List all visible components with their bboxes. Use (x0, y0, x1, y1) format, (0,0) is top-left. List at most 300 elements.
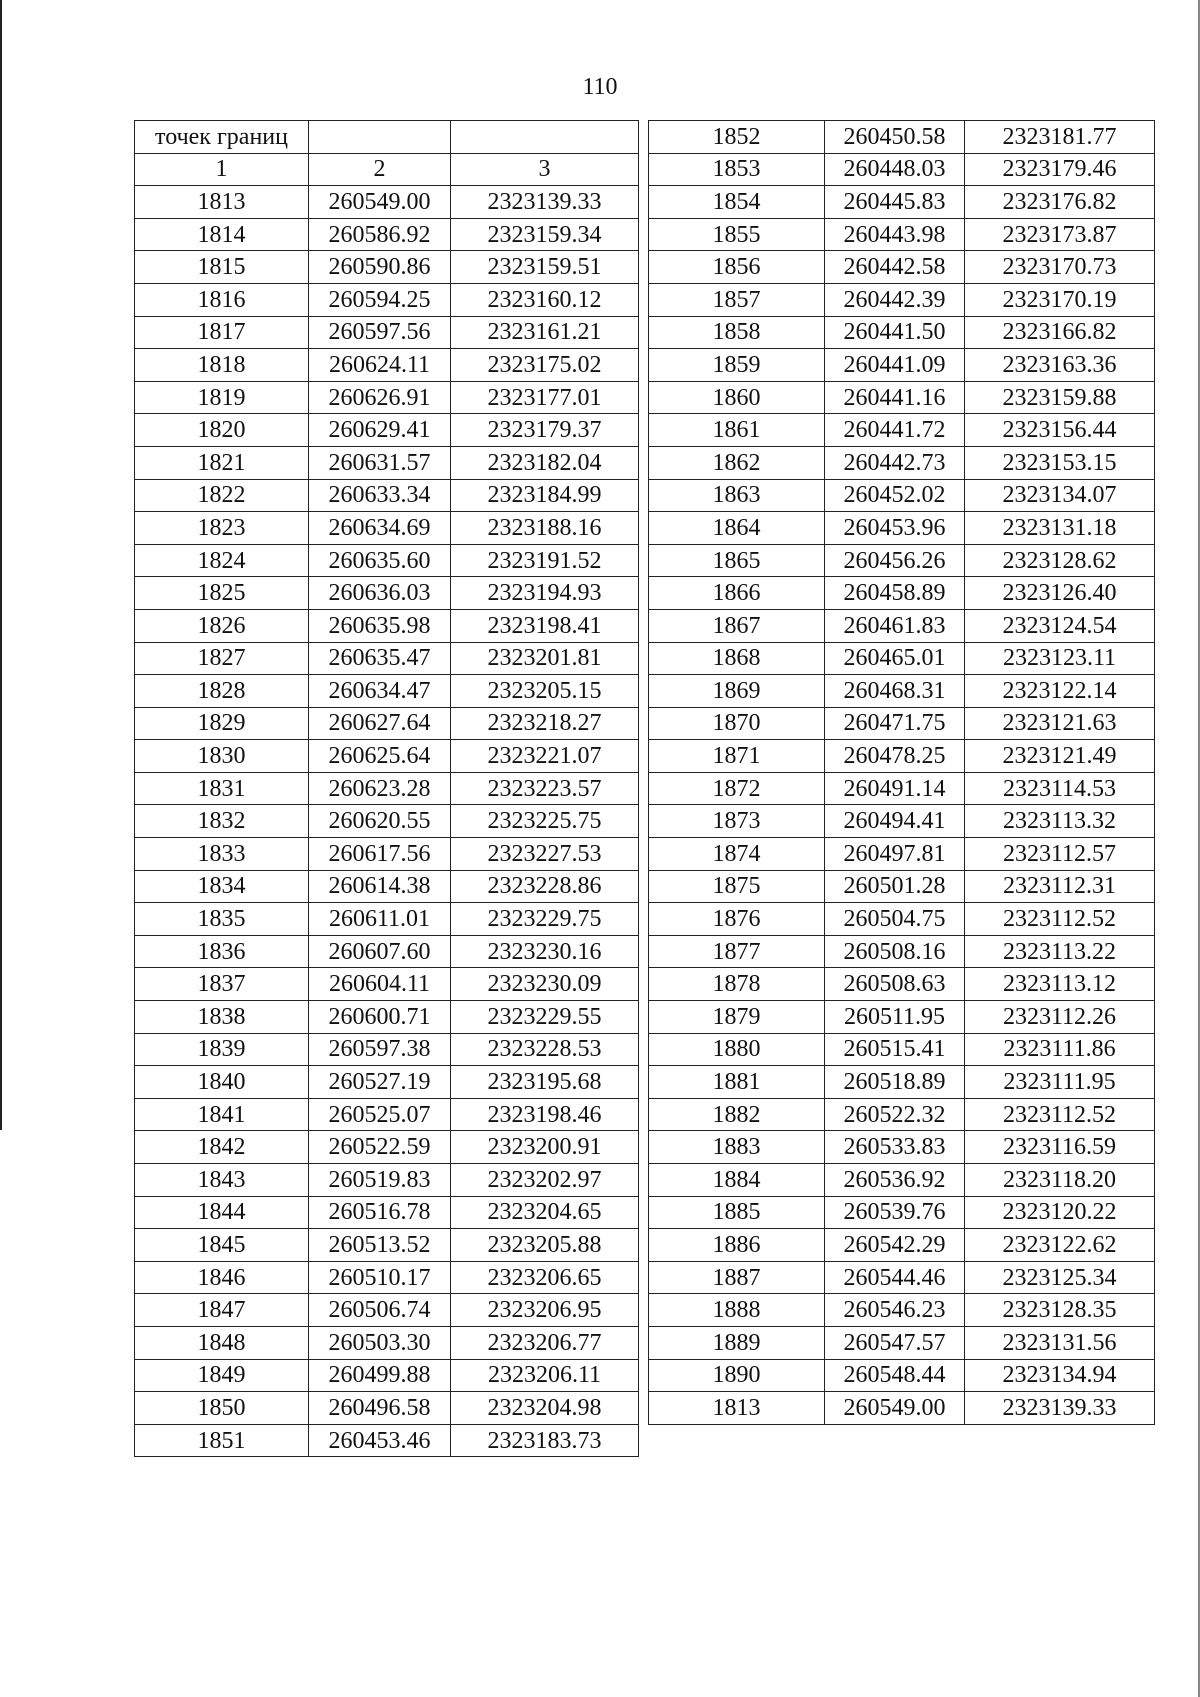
cell-col-2: 260611.01 (309, 903, 451, 936)
cell-col-1: 1820 (135, 414, 309, 447)
table-row (649, 1326, 1155, 1359)
cell-col-1: 1824 (135, 544, 309, 577)
table-row (135, 1098, 639, 1131)
cell-col-3 (451, 121, 639, 154)
cell-col-1: 1855 (649, 218, 825, 251)
cell-col-1: 1882 (649, 1098, 825, 1131)
cell-col-2: 260533.83 (825, 1131, 965, 1164)
cell-col-1: 1830 (135, 740, 309, 773)
cell-col-2: 260441.09 (825, 349, 965, 382)
cell-col-3: 2323229.55 (451, 1001, 639, 1034)
cell-col-2: 260442.58 (825, 251, 965, 284)
cell-col-1: 1829 (135, 707, 309, 740)
cell-col-1: 1826 (135, 609, 309, 642)
table-row (135, 935, 639, 968)
cell-col-3: 2323227.53 (451, 838, 639, 871)
cell-col-2: 260536.92 (825, 1164, 965, 1197)
cell-col-3: 2323113.22 (965, 935, 1155, 968)
cell-col-2: 260525.07 (309, 1098, 451, 1131)
cell-col-3: 2323166.82 (965, 316, 1155, 349)
cell-col-2: 260491.14 (825, 772, 965, 805)
cell-col-3: 2323125.34 (965, 1261, 1155, 1294)
cell-col-1: 1853 (649, 153, 825, 186)
table-row (649, 772, 1155, 805)
cell-col-3: 2323112.26 (965, 1001, 1155, 1034)
cell-col-1: 1884 (649, 1164, 825, 1197)
table-row (135, 740, 639, 773)
table-row (135, 870, 639, 903)
cell-col-3: 2323206.77 (451, 1326, 639, 1359)
cell-col-1: 1827 (135, 642, 309, 675)
table-row (135, 1066, 639, 1099)
cell-col-2: 260453.46 (309, 1424, 451, 1457)
cell-col-1: 1890 (649, 1359, 825, 1392)
cell-col-1: 1813 (135, 186, 309, 219)
cell-col-2 (309, 121, 451, 154)
cell-col-2: 260461.83 (825, 609, 965, 642)
table-row (649, 707, 1155, 740)
cell-col-1: 1867 (649, 609, 825, 642)
cell-col-2: 260635.98 (309, 609, 451, 642)
cell-col-1: 1865 (649, 544, 825, 577)
cell-col-2: 260594.25 (309, 283, 451, 316)
table-row (135, 1261, 639, 1294)
cell-col-3: 2323173.87 (965, 218, 1155, 251)
table-row (649, 218, 1155, 251)
cell-col-2: 260506.74 (309, 1294, 451, 1327)
cell-col-3: 2323200.91 (451, 1131, 639, 1164)
cell-col-2: 260597.56 (309, 316, 451, 349)
table-row (135, 251, 639, 284)
cell-col-3: 2323159.34 (451, 218, 639, 251)
cell-col-3: 2323204.65 (451, 1196, 639, 1229)
table-row (649, 870, 1155, 903)
cell-col-2: 260631.57 (309, 446, 451, 479)
table-row (649, 609, 1155, 642)
cell-col-3: 2323184.99 (451, 479, 639, 512)
cell-col-2: 260636.03 (309, 577, 451, 610)
cell-col-2: 260633.34 (309, 479, 451, 512)
cell-col-1: 1886 (649, 1229, 825, 1262)
cell-col-1: 1878 (649, 968, 825, 1001)
cell-col-2: 260465.01 (825, 642, 965, 675)
cell-col-3: 2323139.33 (965, 1392, 1155, 1425)
cell-col-1: 1863 (649, 479, 825, 512)
cell-col-2: 260549.00 (309, 186, 451, 219)
cell-col-2: 260627.64 (309, 707, 451, 740)
cell-col-3: 2323228.53 (451, 1033, 639, 1066)
cell-col-3: 2323159.88 (965, 381, 1155, 414)
table-row (135, 1164, 639, 1197)
table-row (649, 1196, 1155, 1229)
cell-col-1: 1831 (135, 772, 309, 805)
cell-col-1: 1854 (649, 186, 825, 219)
table-row (649, 1359, 1155, 1392)
cell-col-2: 260539.76 (825, 1196, 965, 1229)
cell-col-2: 260452.02 (825, 479, 965, 512)
cell-col-3: 2323195.68 (451, 1066, 639, 1099)
cell-col-3: 2323182.04 (451, 446, 639, 479)
cell-col-2: 260448.03 (825, 153, 965, 186)
cell-col-2: 260453.96 (825, 512, 965, 545)
table-row (135, 1229, 639, 1262)
table-row (135, 577, 639, 610)
cell-col-1: 1874 (649, 838, 825, 871)
cell-col-3: 2323111.95 (965, 1066, 1155, 1099)
cell-col-1: 1825 (135, 577, 309, 610)
cell-col-2: 260597.38 (309, 1033, 451, 1066)
cell-col-1: 1840 (135, 1066, 309, 1099)
cell-col-3: 2323205.15 (451, 675, 639, 708)
cell-col-2: 260635.60 (309, 544, 451, 577)
cell-col-2: 260458.89 (825, 577, 965, 610)
cell-col-3: 2323194.93 (451, 577, 639, 610)
cell-col-2: 260504.75 (825, 903, 965, 936)
cell-col-2: 260519.83 (309, 1164, 451, 1197)
table-row (135, 968, 639, 1001)
cell-col-3: 2323139.33 (451, 186, 639, 219)
table-row (649, 968, 1155, 1001)
cell-col-3: 2323161.21 (451, 316, 639, 349)
cell-col-2: 260442.73 (825, 446, 965, 479)
cell-col-1: 1817 (135, 316, 309, 349)
table-row (135, 609, 639, 642)
cell-col-2: 260623.28 (309, 772, 451, 805)
cell-col-3: 2323159.51 (451, 251, 639, 284)
cell-col-3: 2323116.59 (965, 1131, 1155, 1164)
cell-col-2: 260450.58 (825, 121, 965, 154)
table-row (649, 1392, 1155, 1425)
cell-col-3: 2323128.35 (965, 1294, 1155, 1327)
cell-col-1: 1869 (649, 675, 825, 708)
cell-col-2: 260624.11 (309, 349, 451, 382)
table-row (649, 316, 1155, 349)
cell-col-2: 260518.89 (825, 1066, 965, 1099)
table-row (135, 707, 639, 740)
cell-col-1: 1814 (135, 218, 309, 251)
table-row (135, 1033, 639, 1066)
column-number-row (135, 153, 639, 186)
cell-col-3: 2323218.27 (451, 707, 639, 740)
cell-col-1: 1841 (135, 1098, 309, 1131)
cell-col-2: 260510.17 (309, 1261, 451, 1294)
cell-col-2: 260586.92 (309, 218, 451, 251)
table-row (649, 1229, 1155, 1262)
cell-col-1: 1821 (135, 446, 309, 479)
cell-col-3: 2323179.46 (965, 153, 1155, 186)
cell-col-2: 260443.98 (825, 218, 965, 251)
table-row (649, 675, 1155, 708)
cell-col-1: 1839 (135, 1033, 309, 1066)
cell-col-1: 1858 (649, 316, 825, 349)
cell-col-3: 2323122.62 (965, 1229, 1155, 1262)
cell-col-2: 260617.56 (309, 838, 451, 871)
cell-col-3: 2323114.53 (965, 772, 1155, 805)
cell-col-1: 1862 (649, 446, 825, 479)
cell-col-3: 2323120.22 (965, 1196, 1155, 1229)
table-row (649, 381, 1155, 414)
cell-col-2: 260508.16 (825, 935, 965, 968)
table-row (649, 512, 1155, 545)
table-row (649, 642, 1155, 675)
cell-col-1: 1847 (135, 1294, 309, 1327)
cell-col-3: 2323198.46 (451, 1098, 639, 1131)
cell-col-3: 2323121.63 (965, 707, 1155, 740)
cell-col-1: 1870 (649, 707, 825, 740)
table-row (135, 1001, 639, 1034)
cell-col-2: 260590.86 (309, 251, 451, 284)
cell-col-3: 2323181.77 (965, 121, 1155, 154)
cell-col-3: 2323112.57 (965, 838, 1155, 871)
cell-col-1: 1842 (135, 1131, 309, 1164)
table-row (649, 740, 1155, 773)
cell-col-1: 1879 (649, 1001, 825, 1034)
cell-col-3: 2323170.19 (965, 283, 1155, 316)
table-row (649, 121, 1155, 154)
cell-col-1: 1819 (135, 381, 309, 414)
cell-col-2: 260544.46 (825, 1261, 965, 1294)
table-row (135, 1359, 639, 1392)
cell-col-3: 2323163.36 (965, 349, 1155, 382)
cell-col-1: 1849 (135, 1359, 309, 1392)
table-row (135, 186, 639, 219)
cell-col-1: 1813 (649, 1392, 825, 1425)
table-row (135, 675, 639, 708)
cell-col-2: 260607.60 (309, 935, 451, 968)
cell-col-2: 260614.38 (309, 870, 451, 903)
cell-col-1: 1816 (135, 283, 309, 316)
cell-col-1: 1860 (649, 381, 825, 414)
cell-col-3: 2323188.16 (451, 512, 639, 545)
cell-col-2: 260515.41 (825, 1033, 965, 1066)
cell-col-3: 2323123.11 (965, 642, 1155, 675)
cell-col-3: 2323221.07 (451, 740, 639, 773)
table-row (649, 544, 1155, 577)
cell-col-2: 260626.91 (309, 381, 451, 414)
table-row (649, 186, 1155, 219)
cell-col-2: 260441.72 (825, 414, 965, 447)
cell-col-3: 2323131.56 (965, 1326, 1155, 1359)
cell-col-3: 2323177.01 (451, 381, 639, 414)
cell-col-1: 1876 (649, 903, 825, 936)
cell-col-2: 260496.58 (309, 1392, 451, 1425)
table-row (649, 1001, 1155, 1034)
cell-col-3: 2323170.73 (965, 251, 1155, 284)
table-row (135, 903, 639, 936)
table-row (135, 479, 639, 512)
table-row (135, 283, 639, 316)
cell-col-1: 1872 (649, 772, 825, 805)
cell-col-3: 2323229.75 (451, 903, 639, 936)
cell-col-3: 2323183.73 (451, 1424, 639, 1457)
table-row (649, 1033, 1155, 1066)
cell-col-2: 260527.19 (309, 1066, 451, 1099)
table-row (649, 1164, 1155, 1197)
cell-col-1: 1818 (135, 349, 309, 382)
cell-col-3: 2323228.86 (451, 870, 639, 903)
cell-col-2: 260442.39 (825, 283, 965, 316)
scan-edge-left (0, 0, 2, 1130)
cell-col-1: 1848 (135, 1326, 309, 1359)
cell-col-1: 1875 (649, 870, 825, 903)
cell-col-2: 260620.55 (309, 805, 451, 838)
cell-col-3: 2323134.07 (965, 479, 1155, 512)
cell-col-1: 1845 (135, 1229, 309, 1262)
cell-col-3: 2323131.18 (965, 512, 1155, 545)
cell-col-3: 2323113.12 (965, 968, 1155, 1001)
cell-col-1: 1881 (649, 1066, 825, 1099)
table-row (649, 903, 1155, 936)
table-row (135, 381, 639, 414)
table-row (649, 805, 1155, 838)
cell-col-3: 2323205.88 (451, 1229, 639, 1262)
cell-col-3: 2323198.41 (451, 609, 639, 642)
cell-col-3: 2323121.49 (965, 740, 1155, 773)
cell-col-2: 260634.69 (309, 512, 451, 545)
cell-col-2: 260604.11 (309, 968, 451, 1001)
cell-col-3: 3 (451, 153, 639, 186)
cell-col-3: 2323175.02 (451, 349, 639, 382)
cell-col-2: 260549.00 (825, 1392, 965, 1425)
cell-col-3: 2323176.82 (965, 186, 1155, 219)
cell-col-2: 260634.47 (309, 675, 451, 708)
cell-col-1: 1815 (135, 251, 309, 284)
table-row (135, 316, 639, 349)
table-row (135, 349, 639, 382)
cell-col-1: 1883 (649, 1131, 825, 1164)
cell-col-2: 260478.25 (825, 740, 965, 773)
cell-col-1: 1852 (649, 121, 825, 154)
table-row (135, 544, 639, 577)
cell-col-1: 1 (135, 153, 309, 186)
cell-col-2: 260522.59 (309, 1131, 451, 1164)
cell-col-2: 260445.83 (825, 186, 965, 219)
table-row (649, 283, 1155, 316)
cell-col-1: 1877 (649, 935, 825, 968)
cell-col-1: 1885 (649, 1196, 825, 1229)
cell-col-3: 2323206.65 (451, 1261, 639, 1294)
cell-col-2: 260548.44 (825, 1359, 965, 1392)
cell-col-3: 2323179.37 (451, 414, 639, 447)
table-row (135, 512, 639, 545)
table-row (135, 1392, 639, 1425)
cell-col-3: 2323134.94 (965, 1359, 1155, 1392)
table-row (135, 1196, 639, 1229)
cell-col-1: 1835 (135, 903, 309, 936)
cell-col-1: 1838 (135, 1001, 309, 1034)
cell-col-2: 260635.47 (309, 642, 451, 675)
cell-col-3: 2323230.16 (451, 935, 639, 968)
table-row (649, 1131, 1155, 1164)
cell-col-1: 1861 (649, 414, 825, 447)
cell-col-2: 260625.64 (309, 740, 451, 773)
cell-col-1: 1888 (649, 1294, 825, 1327)
table-row (135, 805, 639, 838)
cell-col-1: 1837 (135, 968, 309, 1001)
cell-col-1: 1873 (649, 805, 825, 838)
cell-col-3: 2323206.95 (451, 1294, 639, 1327)
cell-col-1: 1844 (135, 1196, 309, 1229)
table-row (135, 414, 639, 447)
cell-col-3: 2323111.86 (965, 1033, 1155, 1066)
cell-col-1: 1834 (135, 870, 309, 903)
table-row (135, 218, 639, 251)
cell-col-1: 1843 (135, 1164, 309, 1197)
cell-col-3: 2323206.11 (451, 1359, 639, 1392)
table-row (649, 1294, 1155, 1327)
cell-col-2: 260497.81 (825, 838, 965, 871)
cell-col-2: 260513.52 (309, 1229, 451, 1262)
table-row (649, 349, 1155, 382)
cell-col-2: 260546.23 (825, 1294, 965, 1327)
cell-col-2: 260494.41 (825, 805, 965, 838)
cell-col-3: 2323112.31 (965, 870, 1155, 903)
coordinates-table-right (648, 120, 1155, 1425)
cell-col-3: 2323191.52 (451, 544, 639, 577)
cell-col-2: 2 (309, 153, 451, 186)
cell-col-1: 1833 (135, 838, 309, 871)
cell-col-1: 1859 (649, 349, 825, 382)
cell-col-1: 1822 (135, 479, 309, 512)
page-number: 110 (582, 74, 618, 100)
cell-col-1: 1823 (135, 512, 309, 545)
cell-col-2: 260499.88 (309, 1359, 451, 1392)
cell-col-3: 2323202.97 (451, 1164, 639, 1197)
cell-col-1: 1832 (135, 805, 309, 838)
cell-col-3: 2323112.52 (965, 903, 1155, 936)
table-row (135, 1294, 639, 1327)
cell-col-1: 1868 (649, 642, 825, 675)
cell-col-2: 260456.26 (825, 544, 965, 577)
table-header-row (135, 121, 639, 154)
cell-col-1: точек границ (135, 121, 309, 154)
cell-col-2: 260501.28 (825, 870, 965, 903)
cell-col-2: 260468.31 (825, 675, 965, 708)
cell-col-1: 1864 (649, 512, 825, 545)
cell-col-1: 1889 (649, 1326, 825, 1359)
table-row (649, 479, 1155, 512)
table-row (135, 772, 639, 805)
table-row (649, 1098, 1155, 1131)
cell-col-2: 260600.71 (309, 1001, 451, 1034)
cell-col-1: 1866 (649, 577, 825, 610)
cell-col-2: 260516.78 (309, 1196, 451, 1229)
table-row (649, 838, 1155, 871)
table-row (135, 642, 639, 675)
cell-col-1: 1856 (649, 251, 825, 284)
table-row (649, 153, 1155, 186)
table-row (135, 1326, 639, 1359)
table-row (649, 251, 1155, 284)
cell-col-3: 2323160.12 (451, 283, 639, 316)
cell-col-1: 1871 (649, 740, 825, 773)
cell-col-1: 1850 (135, 1392, 309, 1425)
cell-col-1: 1828 (135, 675, 309, 708)
cell-col-2: 260471.75 (825, 707, 965, 740)
cell-col-2: 260508.63 (825, 968, 965, 1001)
table-row (649, 414, 1155, 447)
cell-col-3: 2323126.40 (965, 577, 1155, 610)
table-row (649, 446, 1155, 479)
cell-col-3: 2323124.54 (965, 609, 1155, 642)
cell-col-3: 2323122.14 (965, 675, 1155, 708)
coordinates-table-left (134, 120, 639, 1457)
table-row (135, 1131, 639, 1164)
table-row (135, 838, 639, 871)
table-row (135, 1424, 639, 1457)
cell-col-3: 2323113.32 (965, 805, 1155, 838)
cell-col-2: 260547.57 (825, 1326, 965, 1359)
